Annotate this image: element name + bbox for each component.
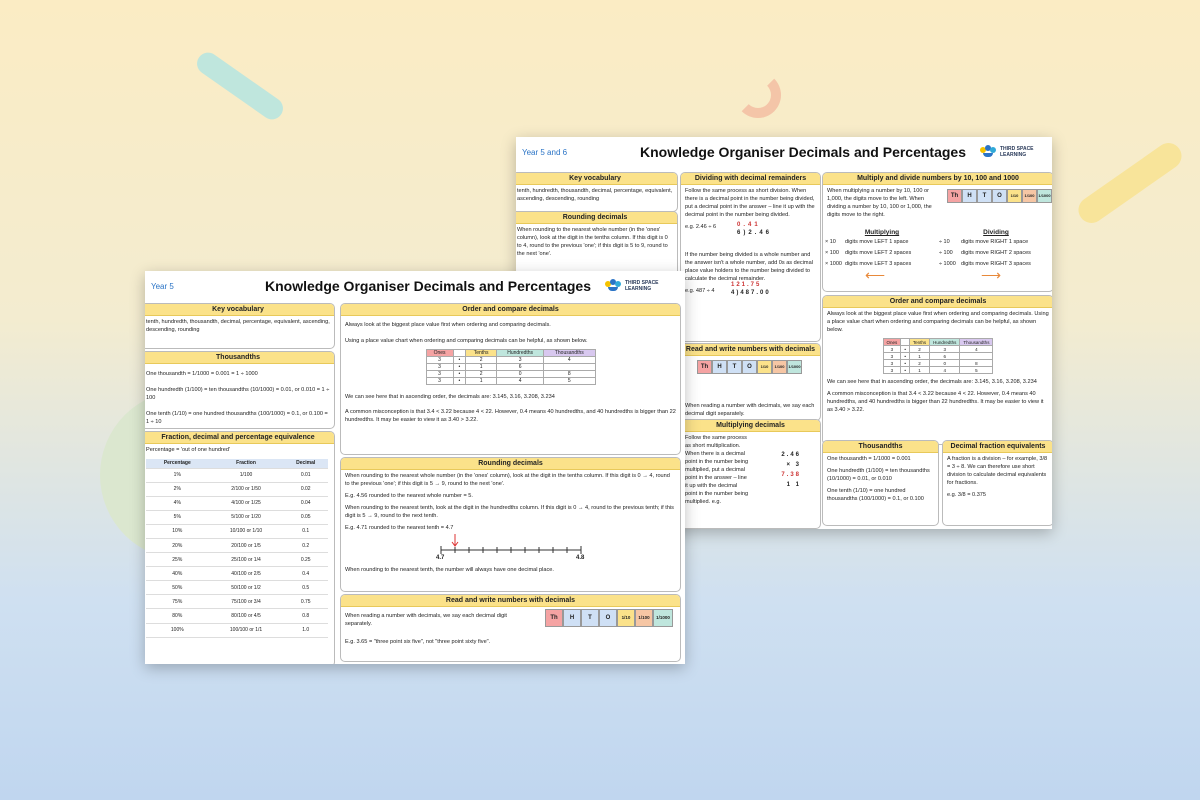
- logo-text: THIRD SPACE LEARNING: [625, 280, 659, 292]
- table-cell: 0.01: [283, 468, 328, 482]
- td: 1: [466, 364, 497, 371]
- table-cell: 20%: [146, 538, 209, 552]
- decor-ring-orange: [735, 72, 781, 118]
- pv-chart: [947, 189, 1052, 203]
- th: Hundredths: [930, 339, 960, 346]
- td: 3: [883, 346, 901, 353]
- order-table: [426, 349, 596, 385]
- pv-cell: 1/10: [757, 360, 772, 374]
- back-multiplying-decimals: [680, 419, 821, 529]
- decor-pill-yellow: [1073, 138, 1186, 228]
- table-cell: 4/100 or 1/25: [209, 496, 284, 510]
- pv-cell: 1/1000: [787, 360, 802, 374]
- pv-cell: 1/10: [1007, 189, 1022, 203]
- logo: [605, 278, 663, 298]
- op: × 10: [825, 239, 836, 245]
- table-row: [146, 567, 328, 581]
- front-readwrite: [340, 594, 681, 662]
- section-title: Multiplying decimals: [681, 420, 820, 432]
- table-cell: 0.04: [283, 496, 328, 510]
- table-cell: 0.2: [283, 538, 328, 552]
- number-line-graphic: [341, 534, 681, 564]
- th: Thousandths: [960, 339, 993, 346]
- table-cell: 10/100 or 1/10: [209, 524, 284, 538]
- back-multiply-divide: [822, 172, 1052, 292]
- multiplication-working: 2.46 × 3 7.38 1 1: [781, 452, 801, 488]
- section-text: When rounding to the nearest tenth, look at the digit in the hundredths column. If this digit is 0 → 4, round to the previous tenth; if this digit is 5 → 9, round to the next tenth.: [345, 505, 674, 519]
- td: 4: [960, 346, 993, 353]
- rule: digits move LEFT 3 spaces: [845, 261, 912, 267]
- section-text: We can see here that in ascending order, the decimals are: 3.145, 3.16, 3.208, 3.234: [345, 394, 555, 400]
- td: 4: [930, 367, 960, 374]
- section-text: When rounding to the nearest tenth, the number will always have one decimal place.: [345, 567, 554, 573]
- table-cell: 0.5: [283, 581, 328, 595]
- op: ÷ 10: [939, 239, 950, 245]
- op: × 100: [825, 250, 839, 256]
- op: ÷ 1000: [939, 261, 956, 267]
- table-cell: 2%: [146, 482, 209, 496]
- section-title: Thousandths: [823, 441, 938, 453]
- section-title: Order and compare decimals: [341, 304, 680, 316]
- section-text: tenth, hundredth, thousandth, decimal, percentage, equivalent, ascending, descending, rounding: [517, 188, 673, 202]
- section-text: One hundredth (1/100) = ten thousandths (10/1000) = 0.01, or 0.010: [827, 468, 930, 482]
- arrow-left-icon: ⟵: [865, 267, 886, 283]
- logo-icon: [980, 145, 996, 161]
- back-dividing: [680, 172, 821, 342]
- td: •: [453, 371, 466, 378]
- section-title: Key vocabulary: [516, 173, 677, 185]
- td: •: [901, 367, 910, 374]
- arrows: [825, 267, 1052, 281]
- section-text: Using a place value chart when ordering and comparing decimals can be helpful, as shown below.: [345, 338, 588, 344]
- section-text: When reading a number with decimals, we say each decimal digit separately.: [345, 613, 507, 627]
- sheet-title: Knowledge Organiser Decimals and Percentages: [640, 144, 967, 160]
- arrow-right-icon: ⟶: [981, 267, 1002, 283]
- table-row: [146, 609, 328, 623]
- section-text: One thousandth = 1/1000 = 0.001 = 1 ÷ 1000: [146, 371, 258, 377]
- section-title: Rounding decimals: [341, 458, 680, 470]
- back-key-vocab: [516, 172, 678, 212]
- section-text: A fraction is a division – for example, 3/8 = 3 ÷ 8. We can therefore use short division to calculate decimal equivalents for fractions.: [947, 456, 1048, 486]
- section-text: When rounding to the nearest whole number (in the 'ones' column), look at the digit in the tenths column. If this digit is 0 to 4, round to the previous 'one'; if this digit is 5 to 9, round to the next 'one'.: [517, 227, 668, 257]
- td: [544, 364, 595, 371]
- th: [901, 339, 910, 346]
- td: 3: [883, 367, 901, 374]
- td: 4: [497, 378, 544, 385]
- pv-cell: Th: [545, 609, 563, 627]
- table-cell: 75/100 or 3/4: [209, 595, 284, 609]
- section-text: When multiplying a number by 10, 100 or 1,000, the digits move to the left. When dividing a number by 10, 100 or 1,000, the digits move to the right.: [827, 188, 932, 218]
- table-row: [146, 553, 328, 567]
- table-cell: 100%: [146, 623, 209, 637]
- td: 6: [497, 364, 544, 371]
- back-readwrite: [680, 343, 821, 421]
- td: 3: [497, 357, 544, 364]
- td: 0: [497, 371, 544, 378]
- table-row: [146, 581, 328, 595]
- pv-cell: O: [599, 609, 617, 627]
- back-header: [516, 137, 1052, 167]
- equivalence-table: [146, 459, 328, 638]
- front-sheet: [145, 271, 685, 664]
- td: 3: [426, 364, 453, 371]
- pv-cell: 1/10: [617, 609, 635, 627]
- td: 3: [426, 378, 453, 385]
- back-order: [822, 295, 1052, 445]
- rule: digits move RIGHT 1 space: [961, 239, 1029, 245]
- table-cell: 25/100 or 1/4: [209, 553, 284, 567]
- td: 8: [544, 371, 595, 378]
- table-cell: 10%: [146, 524, 209, 538]
- section-text: One tenth (1/10) = one hundred thousandths (100/1000) = 0.1, or 0.100: [827, 488, 924, 502]
- td: [960, 353, 993, 360]
- year-label: Year 5 and 6: [522, 148, 568, 157]
- table-cell: 80%: [146, 609, 209, 623]
- td: •: [453, 364, 466, 371]
- division-working: 121.75 4)487.00: [731, 282, 771, 296]
- section-text: Always look at the biggest place value first when ordering and comparing decimals. Using a place value chart when ordering and comparing decimals can be helpful, as shown below.: [827, 311, 1049, 333]
- th: Decimal: [283, 459, 328, 468]
- td: •: [901, 353, 910, 360]
- table-cell: 0.05: [283, 510, 328, 524]
- col-head: Multiplying: [864, 229, 900, 236]
- section-text: One thousandth = 1/1000 = 0.001: [827, 456, 911, 462]
- table-row: [146, 595, 328, 609]
- section-title: Read and write numbers with decimals: [681, 344, 820, 356]
- section-text: Percentage = 'out of one hundred': [146, 447, 231, 453]
- th: Thousandths: [544, 350, 595, 357]
- table-cell: 0.25: [283, 553, 328, 567]
- decor-pill-teal: [193, 48, 288, 123]
- td: 1: [466, 378, 497, 385]
- td: 2: [909, 346, 929, 353]
- section-text: When rounding to the nearest whole number (in the 'ones' column), look at the digit in the tenths column. If this digit is 0 → 4, round to the previous 'one'; if this digit is 5 → 9, round to the next 'one'.: [345, 473, 670, 487]
- table-row: [146, 468, 328, 482]
- table-cell: 1/100: [209, 468, 284, 482]
- table-row: [146, 524, 328, 538]
- table-row: [146, 538, 328, 552]
- table-cell: 0.1: [283, 524, 328, 538]
- table-cell: 4%: [146, 496, 209, 510]
- rule-row: [825, 239, 1052, 245]
- table-row: [146, 623, 328, 637]
- number-line-label: 4.8: [576, 555, 585, 561]
- section-text: One tenth (1/10) = one hundred thousandths (100/1000) = 0.1, or 0.100 = 1 ÷ 10: [146, 411, 328, 425]
- order-table: [883, 338, 994, 374]
- table-cell: 5/100 or 1/20: [209, 510, 284, 524]
- pv-cell: H: [962, 189, 977, 203]
- back-thousandths: [822, 440, 939, 526]
- front-header: [145, 271, 685, 301]
- table-cell: 2/100 or 1/50: [209, 482, 284, 496]
- table-cell: 100/100 or 1/1: [209, 623, 284, 637]
- th: Tenths: [909, 339, 929, 346]
- table-cell: 40/100 or 2/5: [209, 567, 284, 581]
- section-text: A common misconception is that 3.4 < 3.22 because 4 < 22. However, 0.4 means 40 hundredths, and 40 hundredths is bigger than 22 hundredths. It may be easier to view it as 3.40 > 3.22.: [827, 391, 1044, 413]
- rule: digits move LEFT 1 space: [845, 239, 909, 245]
- th: Ones: [426, 350, 453, 357]
- th: [453, 350, 466, 357]
- section-title: Thousandths: [145, 352, 334, 364]
- td: 1: [909, 367, 929, 374]
- td: 3: [930, 346, 960, 353]
- td: 1: [909, 353, 929, 360]
- table-cell: 0.8: [283, 609, 328, 623]
- td: 3: [426, 357, 453, 364]
- table-cell: 40%: [146, 567, 209, 581]
- op: × 1000: [825, 261, 842, 267]
- front-rounding: [340, 457, 681, 592]
- section-text: E.g. 3.65 = "three point six five", not "three point sixty five".: [345, 639, 491, 645]
- section-title: Read and write numbers with decimals: [341, 595, 680, 607]
- example: e.g. 487 ÷ 4: [685, 288, 715, 294]
- section-title: Dividing with decimal remainders: [681, 173, 820, 185]
- pv-cell: O: [742, 360, 757, 374]
- table-cell: 50/100 or 1/2: [209, 581, 284, 595]
- pv-cell: Th: [947, 189, 962, 203]
- table-cell: 0.4: [283, 567, 328, 581]
- front-key-vocab: [145, 303, 335, 349]
- section-text: We can see here that in ascending order, the decimals are: 3.145, 3.16, 3.208, 3.234: [827, 379, 1037, 385]
- table-row: [146, 482, 328, 496]
- td: 6: [930, 353, 960, 360]
- table-cell: 20/100 or 1/5: [209, 538, 284, 552]
- th: Hundredths: [497, 350, 544, 357]
- section-text: One hundredth (1/100) = ten thousandths (10/1000) = 0.01, or 0.010 = 1 ÷ 100: [146, 387, 330, 401]
- table-cell: 5%: [146, 510, 209, 524]
- section-title: Key vocabulary: [145, 304, 334, 316]
- logo: [980, 144, 1038, 164]
- rule: digits move LEFT 2 spaces: [845, 250, 912, 256]
- pv-chart: [697, 360, 802, 374]
- pv-cell: T: [977, 189, 992, 203]
- table-cell: 1%: [146, 468, 209, 482]
- td: 0: [930, 360, 960, 367]
- td: 2: [466, 357, 497, 364]
- pv-cell: 1/100: [772, 360, 787, 374]
- td: 3: [883, 353, 901, 360]
- table-row: [146, 496, 328, 510]
- section-text: E.g. 4.71 rounded to the nearest tenth = 4.7: [345, 525, 454, 531]
- pv-cell: T: [581, 609, 599, 627]
- number-line-label: 4.7: [436, 555, 445, 561]
- example: e.g. 2.46 ÷ 6: [685, 224, 717, 230]
- rule-row: [825, 250, 1052, 256]
- td: •: [901, 346, 910, 353]
- section-text: Follow the same process as short division. When there is a decimal point in the number being divided, put a decimal point in the answer – line it up with the decimal point in the number being divided.: [685, 188, 815, 218]
- pv-chart: [545, 609, 673, 627]
- rule: digits move RIGHT 2 spaces: [961, 250, 1031, 256]
- td: 2: [909, 360, 929, 367]
- pv-cell: 1/100: [1022, 189, 1037, 203]
- th: Fraction: [209, 459, 284, 468]
- section-title: Decimal fraction equivalents: [943, 441, 1052, 453]
- section-title: Fraction, decimal and percentage equivalence: [145, 432, 334, 444]
- section-text: A common misconception is that 3.4 < 3.22 because 4 < 22. However, 0.4 means 40 hundredths, and 40 hundredths is bigger than 22 hundredths. It may be easier to view it as 3.40 > 3.22.: [345, 409, 676, 423]
- table-cell: 0.02: [283, 482, 328, 496]
- op: ÷ 100: [939, 250, 953, 256]
- table-cell: 80/100 or 4/5: [209, 609, 284, 623]
- td: 5: [960, 367, 993, 374]
- section-text: When reading a number with decimals, we say each decimal digit separately.: [685, 403, 815, 417]
- section-title: Rounding decimals: [516, 212, 677, 224]
- front-equivalence: [145, 431, 335, 664]
- th: Percentage: [146, 459, 209, 468]
- table-cell: 50%: [146, 581, 209, 595]
- td: 3: [883, 360, 901, 367]
- section-text: Follow the same process as short multiplication. When there is a decimal point in the number being multiplied, put a decimal point in the answer – line it up with the decimal point in the number being multiplied. e.g.: [685, 435, 749, 505]
- section-title: Order and compare decimals: [823, 296, 1052, 308]
- table-cell: 1.0: [283, 623, 328, 637]
- division-working: 0.41 6)2.46: [737, 222, 773, 236]
- section-text: If the number being divided is a whole number and the answer isn't a whole number, add 0s as decimal place value holders to the number being divided to calculate the decimal remainder.: [685, 252, 813, 282]
- section-text: Always look at the biggest place value first when ordering and comparing decimals.: [345, 322, 551, 328]
- pv-cell: H: [563, 609, 581, 627]
- front-thousandths: [145, 351, 335, 429]
- td: 4: [544, 357, 595, 364]
- td: 5: [544, 378, 595, 385]
- logo-text: THIRD SPACE LEARNING: [1000, 146, 1034, 158]
- td: 3: [426, 371, 453, 378]
- pv-cell: O: [992, 189, 1007, 203]
- th: Ones: [883, 339, 901, 346]
- td: 8: [960, 360, 993, 367]
- pv-cell: H: [712, 360, 727, 374]
- td: 2: [466, 371, 497, 378]
- number-line: [341, 534, 680, 564]
- pv-cell: T: [727, 360, 742, 374]
- back-decimal-fraction: [942, 440, 1052, 526]
- th: Tenths: [466, 350, 497, 357]
- example: e.g. 3/8 = 0.375: [947, 492, 987, 498]
- section-text: tenth, hundredth, thousandth, decimal, percentage, equivalent, ascending, descending, rounding: [146, 319, 330, 333]
- pv-cell: Th: [697, 360, 712, 374]
- table-cell: 0.75: [283, 595, 328, 609]
- rule: digits move RIGHT 3 spaces: [961, 261, 1031, 267]
- td: •: [901, 360, 910, 367]
- front-order: [340, 303, 681, 455]
- pv-cell: 1/1000: [1037, 189, 1052, 203]
- section-text: E.g. 4.56 rounded to the nearest whole number = 5.: [345, 493, 473, 499]
- table-cell: 75%: [146, 595, 209, 609]
- year-label: Year 5: [151, 282, 174, 291]
- table-cell: 25%: [146, 553, 209, 567]
- sheet-title: Knowledge Organiser Decimals and Percentages: [265, 278, 592, 294]
- col-head: Dividing: [983, 229, 1009, 236]
- td: •: [453, 357, 466, 364]
- section-title: Multiply and divide numbers by 10, 100 and 1000: [823, 173, 1052, 185]
- td: •: [453, 378, 466, 385]
- table-row: [146, 510, 328, 524]
- logo-icon: [605, 279, 621, 295]
- pv-cell: 1/100: [635, 609, 653, 627]
- pv-cell: 1/1000: [653, 609, 673, 627]
